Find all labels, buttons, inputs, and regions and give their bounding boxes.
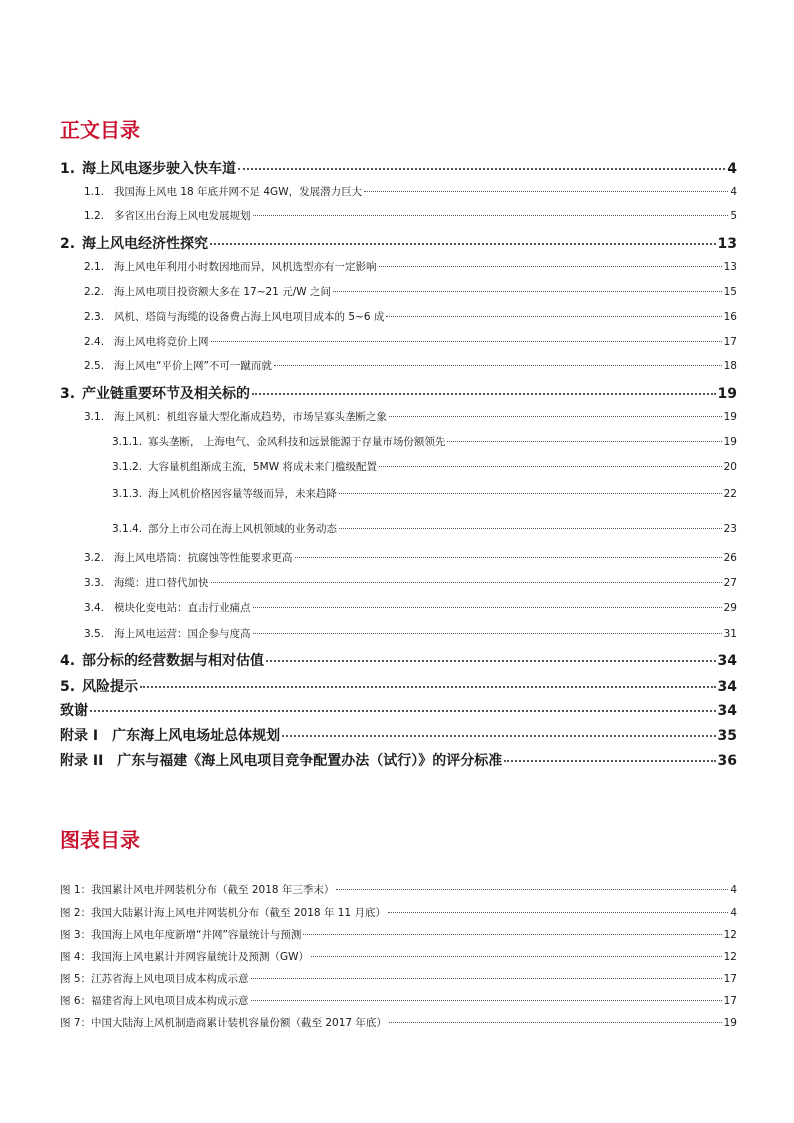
figure-entry-title: 图 6：福建省海上风电项目成本构成示意 <box>60 995 249 1007</box>
toc-entry-number: 3.3. <box>84 577 105 589</box>
dot-leader <box>90 710 716 712</box>
dot-leader <box>386 316 721 317</box>
toc-entry-page: 4 <box>730 186 737 198</box>
figure-entry[interactable] <box>60 905 737 920</box>
toc-entry-page: 17 <box>723 336 737 348</box>
toc-entry-title: 风险提示 <box>82 679 138 695</box>
dot-leader <box>364 191 728 192</box>
dot-leader <box>251 978 722 979</box>
toc-entry-title: 海上风电运营：国企参与度高 <box>114 628 251 640</box>
toc-entry[interactable] <box>84 575 737 590</box>
dot-leader <box>252 393 716 395</box>
toc-entry[interactable] <box>112 521 737 536</box>
dot-leader <box>339 493 722 494</box>
toc-entry-title: 附录 I 广东海上风电场址总体规划 <box>60 728 281 744</box>
dot-leader <box>295 557 722 558</box>
figure-entry-page: 19 <box>723 1017 737 1029</box>
toc-entry[interactable] <box>60 700 737 720</box>
toc-entry[interactable] <box>84 550 737 565</box>
toc-entry-page: 13 <box>717 236 737 252</box>
toc-entry-title: 海上风机：机组容量大型化渐成趋势，市场呈寡头垄断之象 <box>114 411 387 423</box>
toc-entry-page: 16 <box>723 311 737 323</box>
toc-entry[interactable] <box>84 309 737 324</box>
toc-entry[interactable] <box>112 434 737 449</box>
dot-leader <box>238 168 725 170</box>
dot-leader <box>388 912 728 913</box>
toc-entry-title: 多省区出台海上风电发展规划 <box>114 210 251 222</box>
toc-entry-page: 5 <box>730 210 737 222</box>
figure-entry-page: 4 <box>730 884 737 896</box>
toc-entry-number: 1.1. <box>84 186 105 198</box>
dot-leader <box>211 582 722 583</box>
toc-entry[interactable] <box>60 676 737 696</box>
toc-entry-page: 20 <box>723 461 737 473</box>
toc-entry-title: 海上风电年利用小时数因地而异，风机选型亦有一定影响 <box>114 261 377 273</box>
toc-entry-number: 2.5. <box>84 360 105 372</box>
toc-entry-page: 27 <box>723 577 737 589</box>
toc-heading: 正文目录 <box>60 118 140 142</box>
dot-leader <box>336 889 728 890</box>
figure-toc-heading: 图表目录 <box>60 828 140 852</box>
toc-entry[interactable] <box>84 184 737 199</box>
dot-leader <box>253 215 729 216</box>
toc-entry-page: 34 <box>717 653 737 669</box>
dot-leader <box>311 956 722 957</box>
toc-entry-title: 模块化变电站：直击行业痛点 <box>114 602 251 614</box>
dot-leader <box>253 633 722 634</box>
toc-entry[interactable] <box>84 208 737 223</box>
toc-entry-page: 18 <box>723 360 737 372</box>
toc-entry-number: 3.1. <box>84 411 105 423</box>
dot-leader <box>447 441 721 442</box>
dot-leader <box>140 686 716 688</box>
dot-leader <box>251 1000 722 1001</box>
figure-entry-title: 图 2：我国大陆累计海上风电并网装机分布（截至 2018 年 11 月底） <box>60 907 386 919</box>
toc-entry-title: 部分上市公司在海上风机领域的业务动态 <box>148 523 337 535</box>
toc-entry-number: 2.2. <box>84 286 105 298</box>
toc-entry-title: 海上风电将竞价上网 <box>114 336 209 348</box>
figure-entry-page: 12 <box>723 951 737 963</box>
toc-entry-number: 3.1.3. <box>112 488 143 500</box>
figure-entry-title: 图 3：我国海上风电年度新增“并网”容量统计与预测 <box>60 929 302 941</box>
toc-entry[interactable] <box>60 383 737 403</box>
dot-leader <box>303 934 721 935</box>
toc-entry-page: 15 <box>723 286 737 298</box>
figure-entry-page: 17 <box>723 973 737 985</box>
figure-entry-title: 图 7：中国大陆海上风机制造商累计装机容量份额（截至 2017 年底） <box>60 1017 387 1029</box>
toc-entry-number: 3.5. <box>84 628 105 640</box>
dot-leader <box>389 1022 722 1023</box>
figure-entry-title: 图 1：我国累计风电并网装机分布（截至 2018 年三季末） <box>60 884 335 896</box>
dot-leader <box>379 466 722 467</box>
toc-entry-page: 19 <box>717 386 737 402</box>
toc-entry-number: 4. <box>60 653 76 669</box>
toc-entry-number: 3.1.2. <box>112 461 143 473</box>
toc-entry-title: 海上风机价格因容量等级而异，未来趋降 <box>148 488 337 500</box>
toc-entry-page: 34 <box>717 703 737 719</box>
dot-leader <box>274 365 722 366</box>
toc-entry[interactable] <box>84 600 737 615</box>
toc-entry-title: 产业链重要环节及相关标的 <box>82 386 250 402</box>
figure-entry[interactable] <box>60 971 737 986</box>
toc-entry-page: 36 <box>717 753 737 769</box>
toc-entry[interactable] <box>60 233 737 253</box>
toc-entry-number: 3.2. <box>84 552 105 564</box>
toc-entry-title: 海上风电逐步驶入快车道 <box>82 161 236 177</box>
toc-entry-title: 海上风电“平价上网”不可一蹴而就 <box>114 360 272 372</box>
toc-entry-page: 19 <box>723 436 737 448</box>
toc-entry-title: 海上风电项目投资额大多在 17~21 元/W 之间 <box>114 286 331 298</box>
toc-entry-number: 1.2. <box>84 210 105 222</box>
figure-entry[interactable] <box>60 927 737 942</box>
toc-entry[interactable] <box>112 459 737 474</box>
toc-entry[interactable] <box>60 750 737 770</box>
toc-entry-number: 2.4. <box>84 336 105 348</box>
figure-entry[interactable] <box>60 993 737 1008</box>
toc-entry[interactable] <box>112 486 737 501</box>
toc-entry-title: 风机、塔筒与海缆的设备费占海上风电项目成本的 5~6 成 <box>114 311 385 323</box>
figure-entry-title: 图 4：我国海上风电累计并网容量统计及预测（GW） <box>60 951 310 963</box>
toc-entry[interactable] <box>60 725 737 745</box>
dot-leader <box>339 528 722 529</box>
toc-entry-page: 35 <box>717 728 737 744</box>
toc-entry-page: 13 <box>723 261 737 273</box>
dot-leader <box>389 416 722 417</box>
toc-entry-number: 3.1.4. <box>112 523 143 535</box>
toc-entry-number: 3. <box>60 386 76 402</box>
toc-entry-number: 2. <box>60 236 76 252</box>
dot-leader <box>266 660 716 662</box>
toc-entry[interactable] <box>84 259 737 274</box>
toc-entry-number: 3.1.1. <box>112 436 143 448</box>
toc-entry-page: 31 <box>723 628 737 640</box>
toc-entry[interactable] <box>84 409 737 424</box>
dot-leader <box>210 243 716 245</box>
toc-entry-number: 1. <box>60 161 76 177</box>
toc-entry[interactable] <box>84 626 737 641</box>
figure-entry-page: 17 <box>723 995 737 1007</box>
figure-entry-page: 4 <box>730 907 737 919</box>
toc-entry[interactable] <box>84 334 737 349</box>
figure-entry[interactable] <box>60 949 737 964</box>
toc-entry-number: 5. <box>60 679 76 695</box>
figure-entry-page: 12 <box>723 929 737 941</box>
figure-entry[interactable] <box>60 1015 737 1030</box>
toc-entry-title: 我国海上风电 18 年底并网不足 4GW，发展潜力巨大 <box>114 186 363 198</box>
figure-entry[interactable] <box>60 882 737 897</box>
toc-entry-page: 34 <box>717 679 737 695</box>
toc-entry-page: 29 <box>723 602 737 614</box>
dot-leader <box>253 607 722 608</box>
figure-entry-title: 图 5：江苏省海上风电项目成本构成示意 <box>60 973 249 985</box>
toc-entry-number: 2.3. <box>84 311 105 323</box>
toc-entry-page: 22 <box>723 488 737 500</box>
toc-entry[interactable] <box>84 358 737 373</box>
dot-leader <box>379 266 722 267</box>
toc-entry-page: 23 <box>723 523 737 535</box>
dot-leader <box>282 735 715 737</box>
toc-entry-title: 海上风电经济性探究 <box>82 236 208 252</box>
toc-entry-page: 4 <box>727 161 737 177</box>
dot-leader <box>504 760 715 762</box>
toc-entry[interactable] <box>84 284 737 299</box>
toc-entry-title: 致谢 <box>60 703 88 719</box>
toc-entry-title: 海上风电塔筒：抗腐蚀等性能要求更高 <box>114 552 293 564</box>
toc-entry-title: 附录 II 广东与福建《海上风电项目竞争配置办法（试行）》的评分标准 <box>60 753 503 769</box>
dot-leader <box>333 291 722 292</box>
toc-entry-title: 部分标的经营数据与相对估值 <box>82 653 264 669</box>
toc-entry-title: 海缆：进口替代加快 <box>114 577 209 589</box>
toc-entry-page: 19 <box>723 411 737 423</box>
toc-entry-number: 3.4. <box>84 602 105 614</box>
toc-entry[interactable] <box>60 158 737 178</box>
toc-entry-title: 寡头垄断， 上海电气、金风科技和远景能源于存量市场份额领先 <box>148 436 446 448</box>
toc-entry-title: 大容量机组渐成主流，5MW 将成未来门槛级配置 <box>148 461 377 473</box>
dot-leader <box>211 341 722 342</box>
toc-entry-number: 2.1. <box>84 261 105 273</box>
toc-entry-page: 26 <box>723 552 737 564</box>
toc-entry[interactable] <box>60 650 737 670</box>
